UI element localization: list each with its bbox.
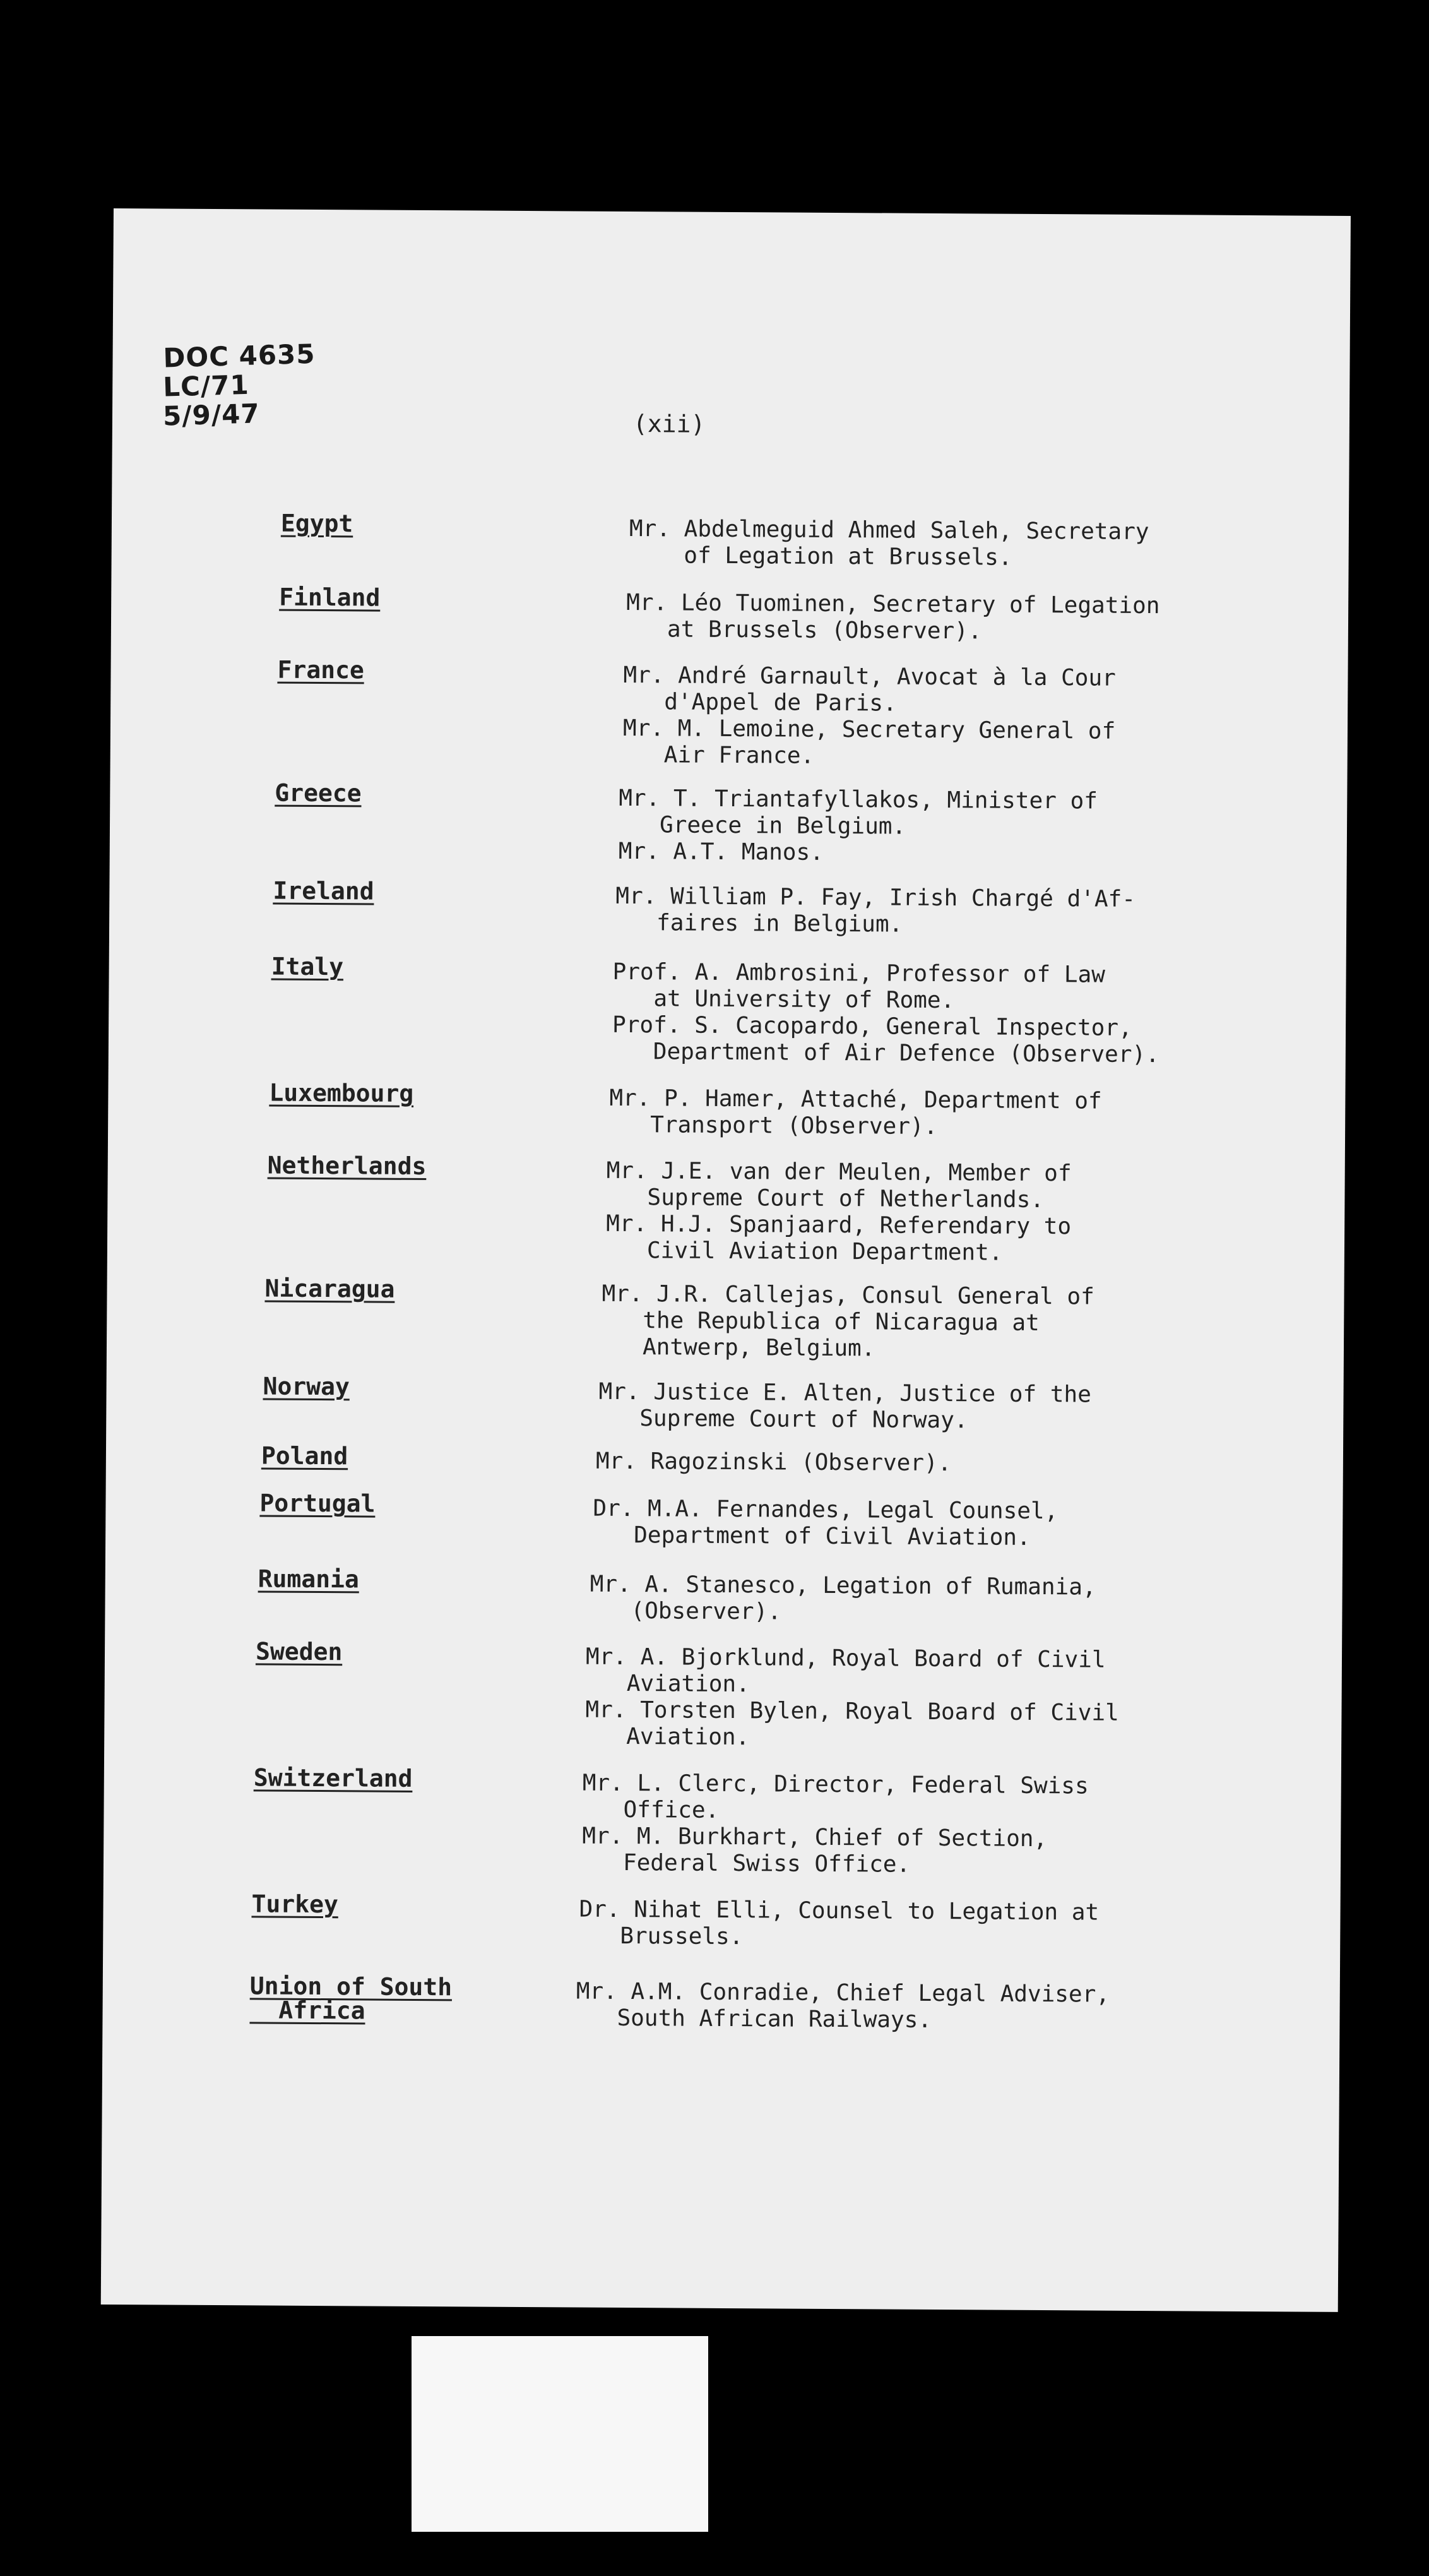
- delegate-line: Air France.: [622, 741, 815, 769]
- delegate-list: [582, 1770, 1089, 1880]
- delegate-line: Department of Air Defence (Observer).: [612, 1038, 1159, 1068]
- delegate-line: Mr. A.T. Manos.: [618, 838, 824, 866]
- delegate-line: (Observer).: [590, 1597, 782, 1625]
- delegate-line: faires in Belgium.: [615, 909, 903, 938]
- stamp-doc-number: DOC 4635: [162, 338, 316, 374]
- delegate-line: Mr. William P. Fay, Irish Chargé d'Af-: [615, 883, 1136, 912]
- country-name: Greece: [275, 778, 362, 808]
- delegate-list: [629, 516, 1149, 572]
- delegate-list: [598, 1379, 1091, 1435]
- delegate-list: [623, 662, 1116, 772]
- delegate-line: Prof. S. Cacopardo, General Inspector,: [612, 1011, 1132, 1041]
- country-name: Ireland: [273, 876, 374, 905]
- document-page: [101, 208, 1351, 2312]
- delegate-line: Prof. A. Ambrosini, Professor of Law: [612, 958, 1106, 988]
- delegate-list: [579, 1897, 1099, 1953]
- country-name: Sweden: [255, 1637, 343, 1666]
- delegate-line: Brussels.: [579, 1923, 744, 1950]
- delegate-line: Mr. Léo Tuominen, Secretary of Legation: [626, 589, 1160, 619]
- delegate-line: Federal Swiss Office.: [581, 1849, 911, 1878]
- delegate-line: the Republica of Nicaragua at: [602, 1307, 1040, 1336]
- delegate-line: Antwerp, Belgium.: [601, 1333, 875, 1362]
- delegate-line: Supreme Court of Netherlands.: [606, 1184, 1045, 1213]
- delegate-line: Mr. Torsten Bylen, Royal Board of Civil: [585, 1696, 1119, 1726]
- delegate-line: Mr. T. Triantafyllakos, Minister of: [619, 785, 1098, 814]
- delegate-line: Mr. L. Clerc, Director, Federal Swiss: [582, 1770, 1089, 1799]
- stamp-lc-number: LC/71: [162, 369, 250, 403]
- delegate-list: [619, 785, 1098, 868]
- country-name: Egypt: [280, 509, 353, 538]
- delegate-line: Mr. M. Burkhart, Chief of Section,: [582, 1823, 1048, 1852]
- stamp-date: 5/9/47: [162, 398, 261, 432]
- delegate-list: [615, 883, 1135, 939]
- country-name: Nicaragua: [264, 1274, 395, 1303]
- country-name: Switzerland: [253, 1763, 413, 1792]
- delegate-line: of Legation at Brussels.: [629, 542, 1012, 571]
- country-name: France: [277, 655, 364, 684]
- delegate-list: [612, 959, 1160, 1068]
- page-number: (xii): [632, 410, 706, 438]
- delegate-list: [576, 1979, 1110, 2035]
- country-name: Luxembourg: [269, 1078, 414, 1107]
- delegate-line: Mr. A.M. Conradie, Chief Legal Adviser,: [576, 1978, 1110, 2008]
- delegate-line: at University of Rome.: [612, 985, 955, 1014]
- delegate-line: Mr. Justice E. Alten, Justice of the: [598, 1378, 1091, 1408]
- delegate-line: Mr. A. Stanesco, Legation of Rumania,: [590, 1571, 1096, 1601]
- delegate-line: South African Railways.: [576, 2005, 932, 2033]
- delegate-list: [596, 1448, 952, 1477]
- delegate-line: Mr. J.E. van der Meulen, Member of: [606, 1157, 1072, 1187]
- delegate-list: [606, 1158, 1072, 1267]
- delegate-line: Department of Civil Aviation.: [593, 1522, 1031, 1551]
- delegate-line: Civil Aviation Department.: [605, 1237, 1003, 1266]
- delegate-line: Greece in Belgium.: [618, 811, 906, 840]
- delegate-line: Mr. A. Bjorklund, Royal Board of Civil: [585, 1643, 1106, 1673]
- delegate-list: [609, 1085, 1102, 1142]
- delegate-line: Office.: [582, 1796, 720, 1823]
- delegate-list: [602, 1281, 1094, 1364]
- delegate-line: Mr. André Garnault, Avocat à la Cour: [623, 662, 1116, 691]
- delegate-line: Dr. M.A. Fernandes, Legal Counsel,: [593, 1495, 1058, 1525]
- delegate-line: d'Appel de Paris.: [623, 688, 897, 717]
- delegate-line: Mr. P. Hamer, Attaché, Department of: [609, 1085, 1102, 1114]
- country-name: Finland: [279, 583, 381, 612]
- delegate-list: [585, 1644, 1119, 1753]
- country-name: Portugal: [259, 1489, 376, 1518]
- delegate-line: Mr. M. Lemoine, Secretary General of: [622, 715, 1116, 744]
- delegate-line: Aviation.: [585, 1723, 750, 1751]
- country-name: Norway: [263, 1372, 350, 1401]
- delegate-line: Mr. Abdelmeguid Ahmed Saleh, Secretary: [629, 516, 1149, 546]
- delegate-line: Transport (Observer).: [609, 1111, 938, 1140]
- country-name: Rumania: [258, 1565, 360, 1594]
- country-name: Turkey: [251, 1890, 339, 1919]
- delegate-line: Supreme Court of Norway.: [598, 1405, 968, 1434]
- delegate-list: [626, 590, 1160, 646]
- delegate-list: [590, 1571, 1096, 1628]
- country-name: Poland: [261, 1441, 348, 1470]
- delegate-line: Aviation.: [585, 1670, 750, 1698]
- country-name: Netherlands: [267, 1151, 427, 1181]
- index-tab: [412, 2336, 708, 2532]
- delegate-line: Mr. H.J. Spanjaard, Referendary to: [606, 1210, 1072, 1240]
- country-name: Italy: [271, 952, 344, 981]
- delegate-line: at Brussels (Observer).: [626, 616, 982, 645]
- delegate-list: [593, 1496, 1058, 1552]
- delegate-line: Mr. J.R. Callejas, Consul General of: [602, 1280, 1094, 1310]
- delegate-line: Dr. Nihat Elli, Counsel to Legation at: [579, 1896, 1100, 1926]
- delegate-line: Mr. Ragozinski (Observer).: [595, 1448, 952, 1477]
- delegation-list: [101, 208, 1351, 2312]
- country-name: Union of South Africa: [249, 1972, 453, 2025]
